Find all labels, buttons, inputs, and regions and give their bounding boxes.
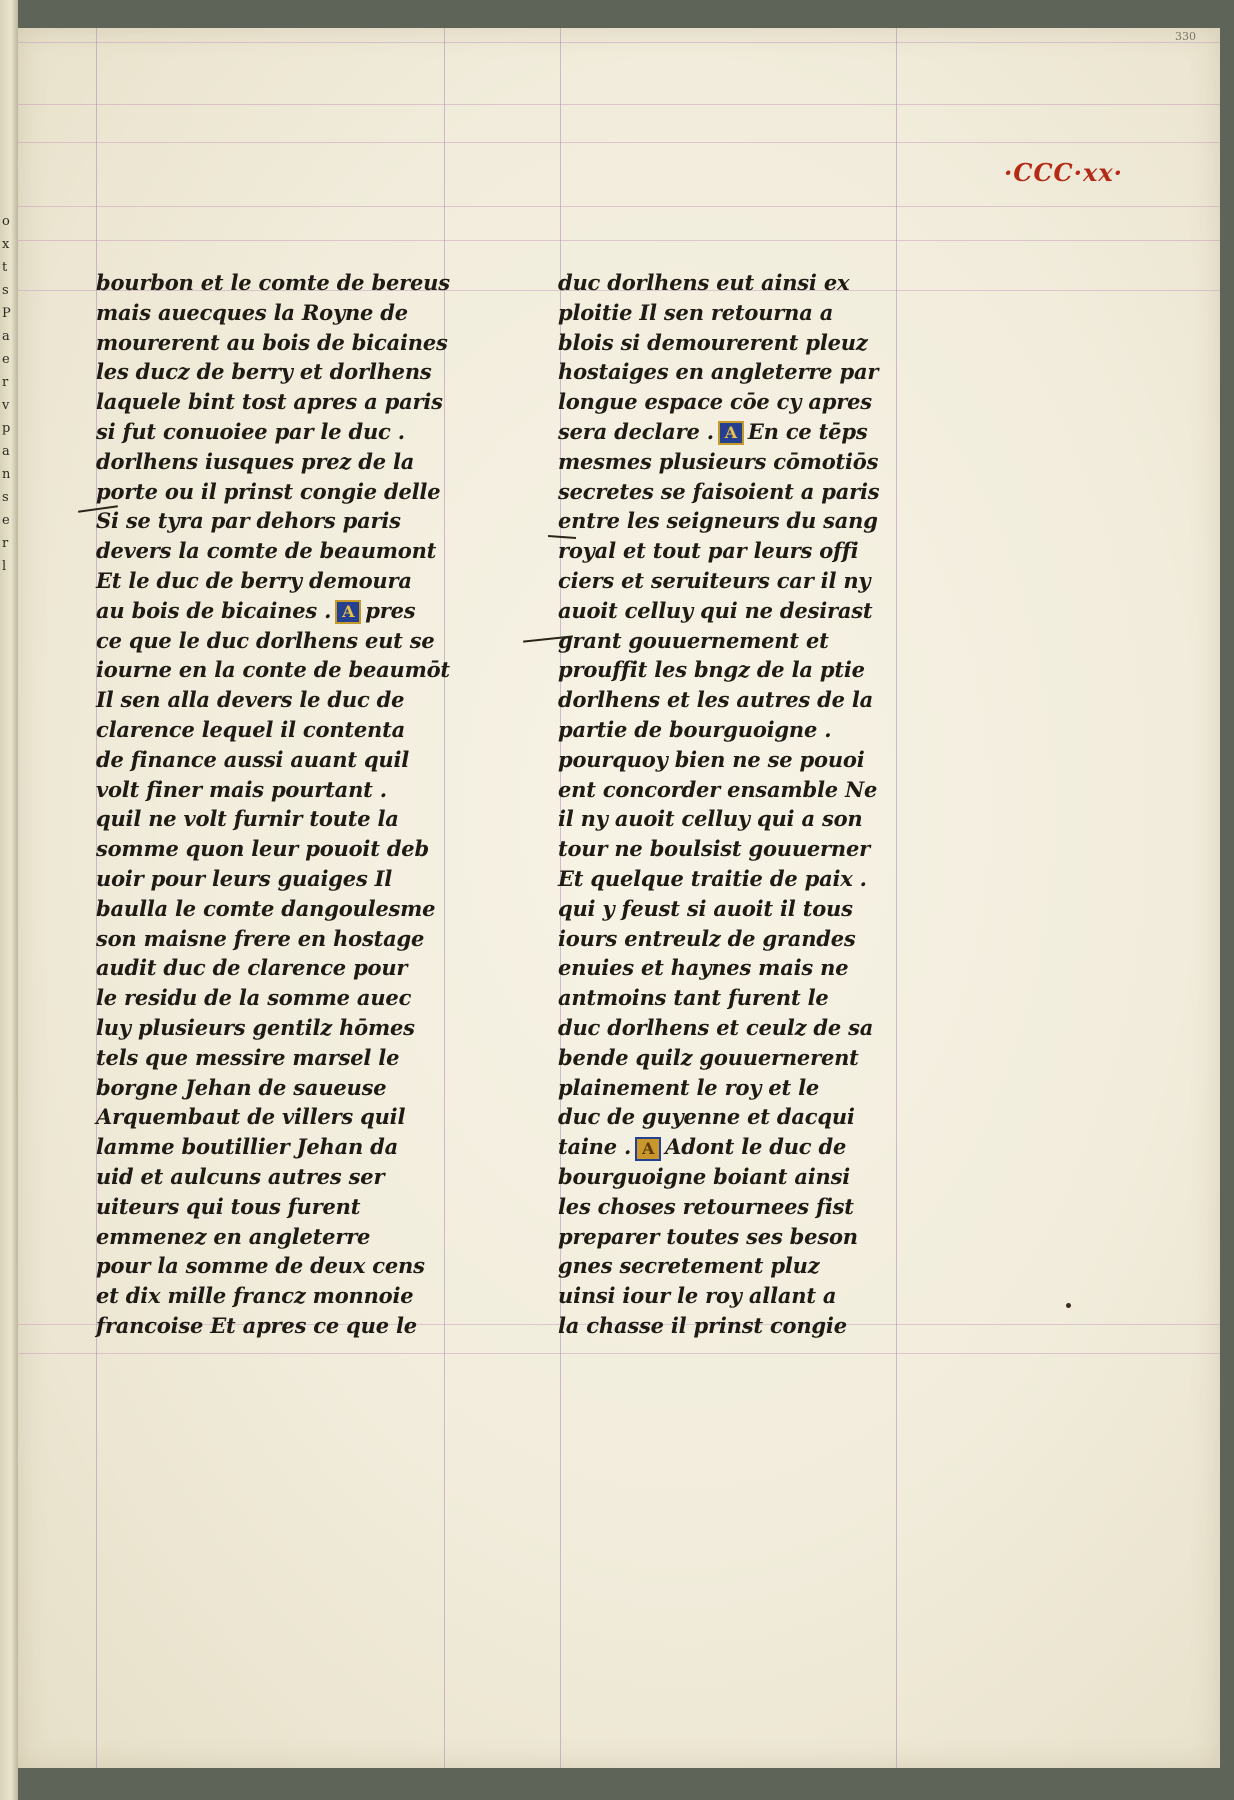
ink-dot	[1066, 1303, 1071, 1308]
gutter-letters	[2, 210, 16, 1310]
text-segment: dorlhens et les autres de la	[558, 687, 874, 713]
text-line	[96, 596, 496, 626]
text-segment: il ny auoit celluy qui a son	[558, 806, 863, 832]
gutter-letter: o	[2, 214, 10, 229]
text-line	[558, 506, 958, 536]
manuscript-leaf	[18, 28, 1220, 1768]
text-segment: baulla le comte dangoulesme	[96, 895, 436, 921]
text-line	[558, 447, 958, 477]
text-segment: devers la comte de beaumont	[96, 538, 437, 564]
text-line	[96, 387, 496, 417]
text-segment: au bois de bicaines .	[96, 597, 332, 623]
text-segment: Si se tyra par dehors paris	[96, 508, 401, 534]
text-segment: prouffit les bngz de la ptie	[558, 657, 865, 683]
text-segment: uiteurs qui tous furent	[96, 1193, 361, 1219]
text-segment: Arquembaut de villers quil	[96, 1104, 406, 1130]
text-segment: duc dorlhens eut ainsi ex	[558, 270, 850, 295]
text-line	[96, 864, 496, 894]
text-line	[558, 775, 958, 805]
text-segment: tour ne boulsist gouuerner	[558, 836, 871, 862]
chapter-rubric: ·CCC·xx·	[1004, 158, 1123, 187]
text-segment: pres	[365, 597, 416, 623]
text-line	[558, 1073, 958, 1103]
text-line	[96, 1162, 496, 1192]
text-segment: longue espace cōe cy apres	[558, 389, 872, 415]
text-segment: Et quelque traitie de paix .	[558, 865, 867, 891]
text-line	[96, 834, 496, 864]
text-line	[96, 685, 496, 715]
text-segment: clarence lequel il contenta	[96, 716, 406, 742]
text-line	[558, 1132, 958, 1162]
text-segment: bourguoigne boiant ainsi	[558, 1163, 850, 1189]
text-segment: bende quilz gouuernerent	[558, 1044, 859, 1070]
text-line	[96, 566, 496, 596]
text-line	[558, 655, 958, 685]
ruling-line	[18, 240, 1220, 241]
gutter-letter: r	[2, 536, 9, 551]
text-line	[558, 1162, 958, 1192]
text-segment: tels que messire marsel le	[96, 1044, 400, 1070]
text-segment: luy plusieurs gentilz hōmes	[96, 1014, 415, 1040]
text-segment: En ce tēps	[747, 418, 868, 444]
text-segment: volt finer mais pourtant .	[96, 776, 387, 802]
text-line	[558, 953, 958, 983]
text-line	[558, 685, 958, 715]
text-segment: son maisne frere en hostage	[96, 925, 425, 951]
text-segment: iours entreulz de grandes	[558, 925, 856, 951]
illuminated-initial: A	[718, 421, 744, 445]
text-line	[558, 357, 958, 387]
text-segment: royal et tout par leurs offi	[558, 538, 859, 564]
text-line	[96, 983, 496, 1013]
text-segment: grant gouuernement et	[558, 627, 829, 653]
gutter-letter: v	[2, 398, 10, 413]
text-line	[96, 953, 496, 983]
text-segment: Adont le duc de	[665, 1134, 847, 1160]
text-segment: mourerent au bois de bicaines	[96, 329, 448, 355]
text-line	[96, 357, 496, 387]
text-line	[96, 1102, 496, 1132]
text-segment: ploitie Il sen retourna a	[558, 299, 834, 325]
text-segment: quil ne volt furnir toute la	[96, 806, 399, 832]
text-line	[558, 715, 958, 745]
text-segment: de finance aussi auant quil	[96, 746, 410, 772]
text-line	[558, 328, 958, 358]
text-line	[96, 924, 496, 954]
text-line	[96, 1281, 496, 1311]
text-segment: dorlhens iusques prez de la	[96, 448, 415, 474]
text-segment: uoir pour leurs guaiges Il	[96, 865, 393, 891]
text-segment: ent concorder ensamble Ne	[558, 776, 878, 802]
text-segment: la chasse il prinst congie	[558, 1312, 847, 1338]
text-line	[96, 506, 496, 536]
text-line	[558, 1251, 958, 1281]
text-segment: antmoins tant furent le	[558, 985, 829, 1011]
text-line	[558, 745, 958, 775]
text-line	[558, 1043, 958, 1073]
text-line	[96, 328, 496, 358]
gutter-letter: e	[2, 513, 10, 528]
text-segment: les choses retournees fist	[558, 1193, 854, 1219]
text-segment: uinsi iour le roy allant a	[558, 1283, 837, 1309]
text-segment: borgne Jehan de saueuse	[96, 1074, 387, 1100]
text-line	[558, 834, 958, 864]
text-segment: mais auecques la Royne de	[96, 299, 408, 325]
text-line	[96, 1013, 496, 1043]
text-line	[96, 298, 496, 328]
text-line	[558, 1102, 958, 1132]
text-line	[558, 1311, 958, 1341]
ruling-line	[18, 104, 1220, 105]
text-segment: pour la somme de deux cens	[96, 1253, 425, 1279]
binding-edge	[0, 0, 18, 1800]
text-segment: somme quon leur pouoit deb	[96, 836, 429, 862]
text-segment: pourquoy bien ne se pouoi	[558, 746, 865, 772]
text-segment: partie de bourguoigne .	[558, 716, 832, 742]
text-segment: audit duc de clarence pour	[96, 955, 408, 981]
text-segment: bourbon et le comte de bereus	[96, 270, 450, 295]
text-line	[96, 268, 496, 298]
text-line	[96, 417, 496, 447]
ruling-line	[18, 142, 1220, 143]
text-line	[558, 1222, 958, 1252]
gutter-letter: s	[2, 490, 9, 505]
folio-number: 330	[1175, 30, 1196, 43]
text-segment: blois si demourerent pleuz	[558, 329, 868, 355]
text-line	[96, 1222, 496, 1252]
gutter-letter: n	[2, 467, 11, 482]
text-segment: duc dorlhens et ceulz de sa	[558, 1014, 874, 1040]
text-line	[96, 715, 496, 745]
text-column-right	[558, 268, 958, 1341]
text-segment: gnes secretement pluz	[558, 1253, 820, 1279]
gutter-letter: x	[2, 237, 10, 252]
text-segment: preparer toutes ses beson	[558, 1223, 858, 1249]
text-line	[96, 894, 496, 924]
gutter-letter: t	[2, 260, 8, 275]
text-segment: et dix mille francz monnoie	[96, 1283, 414, 1309]
text-line	[558, 566, 958, 596]
text-segment: les ducz de berry et dorlhens	[96, 359, 432, 385]
ruling-line	[18, 42, 1220, 43]
text-line	[558, 1192, 958, 1222]
gutter-letter: s	[2, 283, 9, 298]
text-line	[558, 298, 958, 328]
text-line	[96, 1251, 496, 1281]
ruling-line	[18, 1353, 1220, 1354]
text-line	[96, 655, 496, 685]
text-line	[96, 1311, 496, 1341]
text-column-left	[96, 268, 496, 1341]
text-segment: hostaiges en angleterre par	[558, 359, 879, 385]
gutter-letter: a	[2, 329, 10, 344]
text-line	[558, 1013, 958, 1043]
text-segment: ciers et seruiteurs car il ny	[558, 567, 871, 593]
text-segment: secretes se faisoient a paris	[558, 478, 880, 504]
text-line	[558, 924, 958, 954]
text-segment: Et le duc de berry demoura	[96, 567, 412, 593]
text-segment: entre les seigneurs du sang	[558, 508, 878, 534]
text-line	[96, 1043, 496, 1073]
ruling-line	[18, 206, 1220, 207]
text-line	[558, 1281, 958, 1311]
text-segment: iourne en la conte de beaumōt	[96, 657, 450, 683]
gutter-letter: p	[2, 421, 11, 436]
text-line	[558, 477, 958, 507]
gutter-letter: e	[2, 352, 10, 367]
text-line	[558, 596, 958, 626]
gutter-letter: l	[2, 559, 7, 574]
text-line	[558, 804, 958, 834]
text-segment: porte ou il prinst congie delle	[96, 478, 441, 504]
text-segment: emmenez en angleterre	[96, 1223, 371, 1249]
text-segment: taine .	[558, 1134, 632, 1160]
text-segment: le residu de la somme auec	[96, 985, 412, 1011]
text-line	[558, 387, 958, 417]
gutter-letter: P	[2, 306, 11, 321]
text-line	[558, 983, 958, 1013]
text-segment: laquele bint tost apres a paris	[96, 389, 443, 415]
text-line	[96, 775, 496, 805]
text-line	[558, 864, 958, 894]
gutter-letter: a	[2, 444, 10, 459]
text-segment: si fut conuoiee par le duc .	[96, 418, 405, 444]
text-segment: enuies et haynes mais ne	[558, 955, 849, 981]
gutter-letter: r	[2, 375, 9, 390]
text-segment: mesmes plusieurs cōmotiōs	[558, 448, 879, 474]
text-segment: ce que le duc dorlhens eut se	[96, 627, 435, 653]
text-line	[96, 447, 496, 477]
text-segment: Il sen alla devers le duc de	[96, 687, 405, 713]
text-segment: lamme boutillier Jehan da	[96, 1134, 399, 1160]
text-line	[96, 1192, 496, 1222]
text-line	[96, 1073, 496, 1103]
text-segment: auoit celluy qui ne desirast	[558, 597, 873, 623]
illuminated-initial: A	[335, 600, 361, 624]
text-line	[96, 536, 496, 566]
text-line	[558, 268, 958, 298]
text-line	[96, 745, 496, 775]
text-line	[96, 1132, 496, 1162]
text-line	[558, 536, 958, 566]
text-line	[558, 626, 958, 656]
text-segment: sera declare .	[558, 418, 714, 444]
text-line	[558, 417, 958, 447]
text-line	[96, 804, 496, 834]
text-line	[558, 894, 958, 924]
text-segment: duc de guyenne et dacqui	[558, 1104, 855, 1130]
text-segment: francoise Et apres ce que le	[96, 1312, 417, 1338]
illuminated-initial: A	[635, 1137, 661, 1161]
text-line	[96, 626, 496, 656]
text-segment: plainement le roy et le	[558, 1074, 820, 1100]
text-segment: qui y feust si auoit il tous	[558, 895, 853, 921]
text-segment: uid et aulcuns autres ser	[96, 1163, 385, 1189]
text-line	[96, 477, 496, 507]
